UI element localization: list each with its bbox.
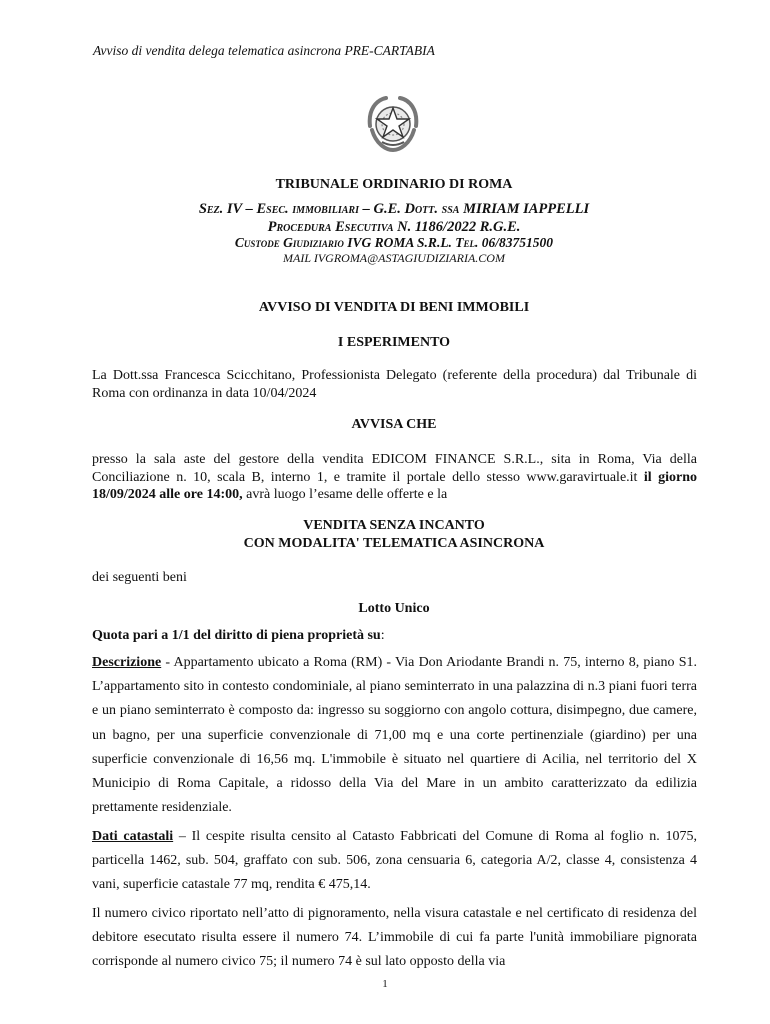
emblem-drawing bbox=[364, 92, 422, 154]
cadastral-label: Dati catastali bbox=[92, 829, 174, 844]
experiment-heading: I ESPERIMENTO bbox=[337, 335, 451, 350]
custodian-mail: MAIL IVGROMA@ASTAGIUDIZIARIA.COM bbox=[283, 251, 505, 265]
italian-republic-emblem-icon bbox=[364, 92, 422, 154]
avvisa-che-heading: AVVISA CHE bbox=[351, 417, 437, 432]
venue-text-end: avrà luogo l’esame delle offerte e la bbox=[242, 487, 448, 502]
cadastral-paragraph bbox=[92, 825, 697, 898]
sale-type-heading bbox=[90, 517, 698, 553]
quota-colon: : bbox=[380, 628, 385, 643]
intro-paragraph: La Dott.ssa Francesca Scicchitano, Professionista Delegato (referente della procedura) dal Tribunale di Roma con ordinanza in data 10/04/2024 bbox=[92, 368, 697, 401]
civic-number-paragraph: Il numero civico riportato nell’atto di pignoramento, nella visura catastale e nel certificato di residenza del debitore esecutato risulta essere il numero 74. L’immobile di cui fa parte l'unità immobiliare pignorata corrisponde al numero civico 75; il numero 74 è sul lato opposto della via bbox=[92, 906, 697, 970]
quota-text: Quota pari a 1/1 del diritto di piena proprietà su bbox=[92, 628, 381, 643]
lot-title: Lotto Unico bbox=[358, 601, 430, 616]
running-header: Avviso di vendita delega telematica asincrona PRE-CARTABIA bbox=[93, 43, 435, 58]
venue-paragraph bbox=[92, 451, 697, 504]
notice-title: AVVISO DI VENDITA DI BENI IMMOBILI bbox=[258, 300, 530, 315]
court-name: TRIBUNALE ORDINARIO DI ROMA bbox=[275, 177, 513, 192]
procedure-number: Procedura Esecutiva N. 1186/2022 R.G.E. bbox=[267, 219, 521, 235]
sale-type-line-1: VENDITA SENZA INCANTO bbox=[303, 518, 485, 533]
description-label: Descrizione bbox=[92, 655, 162, 670]
page-number: 1 bbox=[382, 978, 388, 990]
cadastral-text: – Il cespite risulta censito al Catasto Fabbricati del Comune di Roma al foglio n. 1075, particella 1462, sub. 504, graffato con sub. 506, zona censuaria 6, categoria A/2, classe 4, consistenza 4 vani, superficie catastale 77 mq, rendita € 475,14. bbox=[92, 829, 697, 893]
sale-date: il giorno 18/09/2024 alle ore 14:00, bbox=[92, 469, 697, 502]
court-section: Sez. IV – Esec. immobiliari – G.E. Dott. ssa MIRIAM IAPPELLI bbox=[198, 201, 590, 217]
custodian-info: Custode Giudiziario IVG ROMA S.R.L. Tel. 06/83751500 bbox=[234, 235, 554, 250]
quota-line bbox=[92, 627, 697, 645]
description-paragraph bbox=[92, 651, 697, 820]
sale-type-line-2: CON MODALITA' TELEMATICA ASINCRONA bbox=[243, 536, 545, 551]
venue-text: presso la sala aste del gestore della vendita EDICOM FINANCE S.R.L., sita in Roma, Via della Conciliazione n. 10, scala B, interno 1, e tramite il portale dello stesso www.garavirtuale.it bbox=[92, 452, 697, 485]
following-goods: dei seguenti beni bbox=[92, 570, 187, 585]
description-text: - Appartamento ubicato a Roma (RM) - Via Don Ariodante Brandi n. 75, interno 8, piano S1. L’appartamento sito in contesto condominiale, al piano seminterrato in una palazzina di n.3 piani fuori terra e un piano seminterrato è composto da: ingresso su soggiorno con angolo cottura, disimpegno, due camere, un bagno, per una superficie convenzionale di 71,00 mq e una corte pertinenziale (giardino) per una superficie convenzionale di 16,56 mq. L'immobile è situato nel quartiere di Acilia, nel territorio del X Municipio di Roma Capitale, a ridosso della Via del Mare in un ambito caratterizzato da edilizia prettamente residenziale. bbox=[92, 655, 697, 816]
